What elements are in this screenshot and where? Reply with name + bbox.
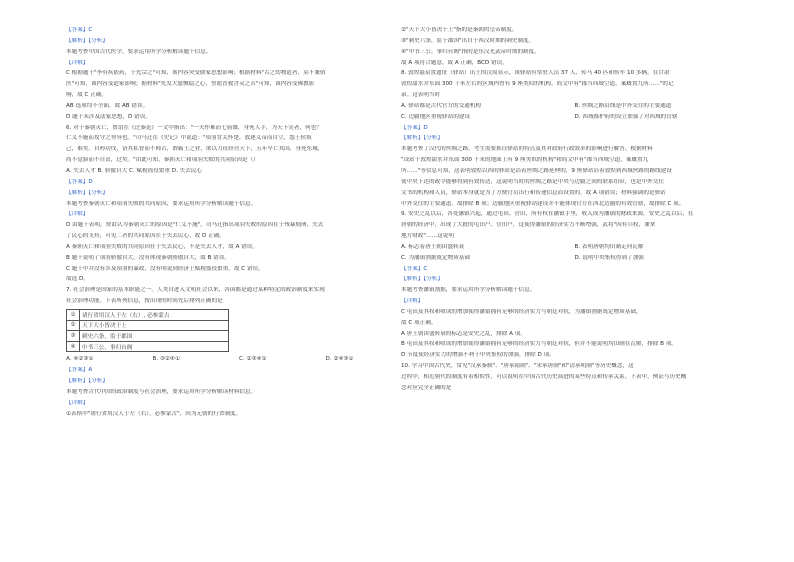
q8-options-row1: [401, 103, 748, 110]
text-line: 本题考查秦朝灭亡和项羽失败的共同原因，要求运用所学分析解读题干信息。: [66, 200, 257, 207]
row-number: ③: [67, 331, 80, 342]
text-line: 【详解】: [401, 298, 424, 305]
q8-options-row2: [401, 114, 748, 121]
left-column: [66, 27, 412, 421]
text-line: 【解析】【分析】: [66, 37, 108, 44]
text-line: 【解析】【分析】: [401, 276, 443, 283]
text-line: A 唐王朝由盛转衰的标志是安史之乱，排除 A 项。: [401, 330, 526, 337]
text-line: 本题考查藩镇割据，要求运用所学分析解读题干信息。: [401, 287, 536, 294]
row-number: ④: [67, 341, 80, 352]
text-line: ②"天下大小皆决于上"指的是秦朝的皇帝制度。: [401, 27, 518, 33]
q9-option-c: C. 为藩镇割据奠定物质基础: [401, 254, 470, 261]
text-line: 过程中，相近朝代的制度有着相似性，可以说明在中国古代历史演进的某些特点和传承关系。下表中，例证与历史概: [401, 374, 687, 380]
text-line: 【答案】A: [66, 367, 93, 374]
q9-options-row1: [401, 244, 748, 251]
text-line: ③"刺史六条，监于郡国"出自于西汉时期的刺史制度。: [401, 37, 535, 44]
text-line: D 由题干表明，贾谊认为秦朝灭亡的原因是"仁义不施"，司马迁指出项羽失败的原因在于残暴刻薄，失去: [66, 222, 324, 229]
text-line: 文书的机构和人员，驿站本身就是为了方便官员出行和传递信息而设置的，故 A 项错误；材料强调的是驿站: [401, 189, 666, 196]
text-line: 地方财政"……这说明: [401, 233, 454, 240]
text-line: 9. 安史之乱以后，各处藩镇兴起，通过屯田、营田，所有权在藩镇手里，收入成为藩镇的财政来源。安史之乱以后，在: [401, 211, 694, 218]
text-line: ①表格中"诸行省用汉人于左（右），必参蒙古"，因为元朝的行省制度。: [66, 410, 242, 417]
q9-option-d: D. 说明中央集权得到了加强: [574, 254, 644, 261]
text-line: 响，故 C 正确。: [66, 92, 108, 99]
q7-option-c: C. ②③④①: [239, 356, 267, 363]
text-line: 敦煌甜水井东面 300 千米左右的区域内曾有 9 座类似的机构。简文中有"郡当西域空道，案厩置九所……"的记: [401, 81, 674, 88]
row-number: ①: [67, 309, 80, 320]
text-line: ④"中书三公，事归台阁"指的是东汉光武帝时期的制度。: [401, 48, 540, 55]
right-column: [401, 27, 748, 396]
q7-option-a: A. ④②③①: [66, 356, 94, 363]
text-line: 【解析】【分析】: [401, 135, 443, 142]
text-line: 【解析】【分析】: [66, 378, 108, 384]
text-line: 中外交往的主要通道，故排除 B 项；边疆地区重视驿站建设并不能体现官方在西北边疆的有效管辖，故排除 C 项。: [401, 200, 685, 207]
q8-option-d: D. 西域都护府的设立加强了对西域的管辖: [574, 113, 678, 120]
q8-option-b: B. 丝绸之路沿线是中外交往的主要通道: [574, 102, 672, 109]
text-line: C 屯田及其权和收成的增加使得藩镇拥有足够的经济实力与朝廷对抗，为藩镇割据奠定物质基础，: [401, 308, 642, 315]
text-line: 【详解】: [66, 211, 89, 218]
text-line: 故 C 项正确。: [401, 319, 437, 326]
text-line: A. 失去人才 B. 骄傲自大 C. 赋税徭役繁重 D. 失去民心: [66, 167, 203, 174]
text-line: 使中央下达的政令能够得到有效传达，这说明当时的丝绸之路是中央与边疆之间的联系纽带，也是中外交往: [401, 178, 664, 185]
text-line: 【答案】C: [66, 27, 93, 33]
q7-option-d: D. ②④③①: [325, 356, 354, 363]
text-line: 【详解】: [66, 399, 89, 406]
text-line: C 根据题干"李有疾依药，于先宗之"可知，该内容突受儒家思想影响；根据材料"古之幼物道者，莫不兼俗: [66, 70, 326, 77]
text-line: 8. 敦煌悬泉置遗址（驿站）出土的汉简显示，该驿站有常驻人员 37 人、传马 40 匹和传车 10 多辆。在甘肃: [401, 70, 670, 77]
row-number: ②: [67, 320, 80, 331]
text-line: 7. 社会治理是国家的基本职能之一。人类自进入文明社会以来，各国都是通过某种特定的政治制度来实现: [66, 287, 325, 294]
text-line: 【解析】【分析】: [66, 189, 108, 196]
text-line: "设站于敦煌甜水井东面 300 千米的地面上有 9 座类似的机构"和简文中有"郡当西域空道，案厩置九: [401, 157, 649, 164]
text-line: 尚不觉寤而不自责，过矣。"由此可知，秦朝灭亡和项羽失败的共同原因是（）: [66, 157, 259, 164]
text-line: 社会治理功能。下表所列信息，按出现的时间先后排列正确的是: [66, 298, 223, 305]
text-line: D 题干未涉及法家思想，D 错误。: [66, 113, 151, 120]
text-line: B 题干说明了项羽骄傲自大，没有体现秦朝骄傲自大，故 B 错误。: [66, 254, 231, 261]
text-line: D 节度使经济实力的增强不利于中央集权的加强，排除 D 项。: [401, 352, 555, 359]
table-row: [67, 331, 229, 342]
sequence-table: [66, 309, 229, 352]
text-line: 本题考查了汉代的丝绸之路，考生需要抓住驿站的特点及其对政府行政效率的影响进行解答。根据材料: [401, 146, 653, 153]
text-line: 念对应完全正确的是: [401, 384, 452, 391]
table-row: [67, 341, 229, 352]
text-line: AB 选项均不全面，故 AB 错误。: [66, 102, 149, 109]
q7-options: [66, 356, 412, 363]
row-text: 刺史六条，监于郡国: [80, 331, 229, 342]
text-line: 【答案】C: [401, 265, 428, 272]
text-line: 录。这表明当时: [401, 92, 441, 99]
text-line: 医"可知，该内容受道家影响；据材料"先发大慈恻隐之心，誓愿普救含灵之苦"可知，该内容受佛教影: [66, 81, 315, 88]
q8-option-c: C. 边疆地区重视驿站的建设: [401, 113, 470, 120]
text-line: 唐朝的经济中，出现了大批的屯田户、营田户，这使得藩镇的经济实力不断增强，武将"因有兵权，兼掌: [401, 222, 656, 229]
text-line: B 屯田及其权和收成的增加使得藩镇拥有足够的经济实力与朝廷对抗，但并不能说明均田制在瓦解，排除 B 项。: [401, 341, 677, 348]
text-line: 本题考查中国古代医学，要求运用所学分析解读题干信息。: [66, 48, 212, 55]
text-line: 仁义不施而攻守之势异也。"司马迁在《史记》中说道："项羽背关怀楚，放逐义帝而自立，怨王侯叛: [66, 135, 312, 142]
table-row: [67, 309, 229, 320]
text-line: 【详解】: [66, 59, 89, 66]
text-line: 了民心的支持，可见二者的共同原因在于失去民心，故 D 正确。: [66, 233, 225, 240]
text-line: 10. 学习中国古代史，常见"汉承秦制"、"唐承隋制"、"宋承唐制"和"清承明制"等历史概念，这: [401, 363, 634, 370]
text-line: 故选 D。: [66, 276, 89, 283]
row-text: 天下大小皆决于上: [80, 320, 229, 331]
text-line: 6. 对于秦朝灭亡，贾谊在《过秦论》一文中指出："一夫作难而七庙隳，身死人手，为天下笑者，何也？: [66, 124, 322, 131]
text-line: 所……"等信息可知，这表明敦煌以西的驿站是沿着丝绸之路延伸的，9 座驿站沿着敦煌到西域丝路的路线建设: [401, 167, 672, 174]
row-text: 中书三公，事归台阁: [80, 341, 229, 352]
q8-option-a: A. 驿站都是古代官方的交通机构: [401, 102, 482, 109]
row-text: 诸行省用汉人于左（右）, 必参蒙古: [80, 309, 229, 320]
text-line: 【答案】D: [66, 178, 93, 185]
text-line: 己，难矣。自矜功伐，奋其私智而不师古，谓霸王之业，欲以力征经营天下，五年卒亡其国，身死东城，: [66, 146, 324, 153]
q9-option-b: B. 表明唐朝均田制走向瓦解: [574, 243, 644, 250]
text-line: A 秦朝灭亡和项羽失败的共同原因在于失去民心，不是失去人才，故 A 错误。: [66, 243, 258, 250]
q9-option-a: A. 标志着唐王朝由盛转衰: [401, 243, 465, 250]
text-line: 本题考查古代中国的政治制度与社会治理，要求运用所学分析解读材料信息。: [66, 388, 257, 395]
text-line: 【答案】D: [401, 124, 428, 131]
q7-option-b: B. ③②④①: [152, 356, 180, 363]
text-line: 故 A 项符合题意，故 A 正确，BCD 错误。: [401, 59, 508, 66]
text-line: C 题干中并没有涉及项羽的暴政，没有明说到经济上赋税徭役繁重，故 C 错误。: [66, 265, 264, 272]
q9-options-row2: [401, 255, 748, 262]
table-row: [67, 320, 229, 331]
